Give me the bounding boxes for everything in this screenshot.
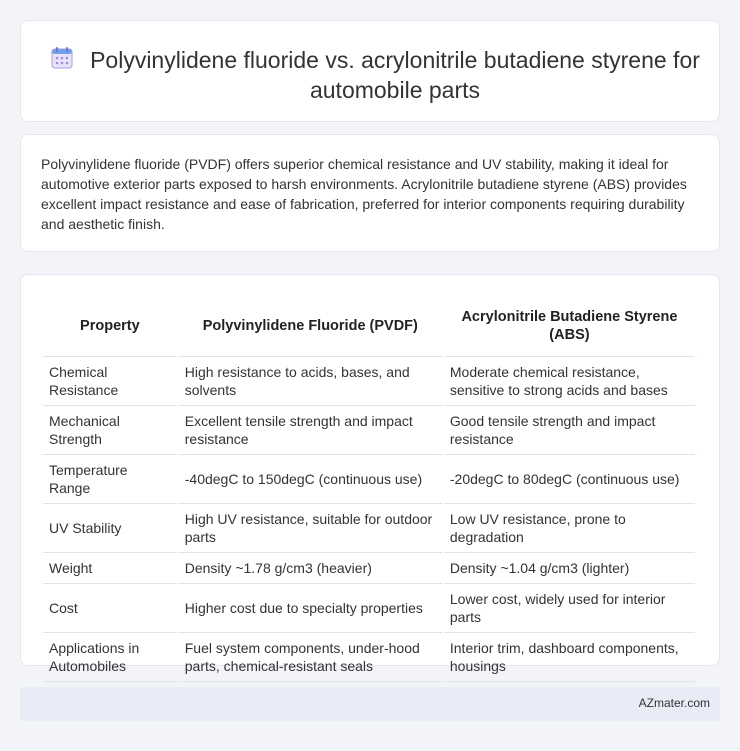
table-row: [43, 357, 695, 406]
summary-text: Polyvinylidene fluoride (PVDF) offers superior chemical resistance and UV stability, making it ideal for automotive exterior parts exposed to harsh environments. Acrylonitrile butadiene styrene (ABS) provides excellent impact resistance and ease of fabrication, preferred for interior components requiring durability and aesthetic finish.: [41, 156, 687, 232]
footer-bar: [20, 687, 720, 721]
row-property: Weight: [43, 553, 177, 584]
comparison-table: [41, 295, 697, 682]
row-pvdf-value: Density ~1.78 g/cm3 (heavier): [179, 553, 442, 584]
row-abs-value: Moderate chemical resistance, sensitive to strong acids and bases: [444, 357, 695, 406]
summary-card: [20, 134, 720, 252]
row-pvdf-value: Excellent tensile strength and impact resistance: [179, 406, 442, 455]
title-card: [20, 20, 720, 122]
row-property: Chemical Resistance: [43, 357, 177, 406]
row-property: UV Stability: [43, 504, 177, 553]
comparison-table-card: [20, 274, 720, 674]
row-abs-value: Density ~1.04 g/cm3 (lighter): [444, 553, 695, 584]
row-abs-value: Interior trim, dashboard components, housings: [444, 633, 695, 682]
footer-brand[interactable]: AZmater.com: [638, 696, 710, 710]
row-property: Cost: [43, 584, 177, 633]
row-abs-value: -20degC to 80degC (continuous use): [444, 455, 695, 504]
table-row: [43, 455, 695, 504]
table-row: [43, 633, 695, 682]
table-row: [43, 584, 695, 633]
table-row: [43, 553, 695, 584]
row-abs-value: Good tensile strength and impact resistance: [444, 406, 695, 455]
header-abs: Acrylonitrile Butadiene Styrene (ABS): [444, 295, 695, 357]
table-row: [43, 406, 695, 455]
row-pvdf-value: High UV resistance, suitable for outdoor parts: [179, 504, 442, 553]
row-property: Temperature Range: [43, 455, 177, 504]
row-abs-value: Low UV resistance, prone to degradation: [444, 504, 695, 553]
calendar-icon: [51, 47, 73, 69]
row-abs-value: Lower cost, widely used for interior parts: [444, 584, 695, 633]
row-pvdf-value: High resistance to acids, bases, and solvents: [179, 357, 442, 406]
row-pvdf-value: Higher cost due to specialty properties: [179, 584, 442, 633]
row-pvdf-value: Fuel system components, under-hood parts, chemical-resistant seals: [179, 633, 442, 682]
header-property: Property: [43, 295, 177, 357]
header-pvdf: Polyvinylidene Fluoride (PVDF): [179, 295, 442, 357]
row-pvdf-value: -40degC to 150degC (continuous use): [179, 455, 442, 504]
row-property: Applications in Automobiles: [43, 633, 177, 682]
table-header-row: [43, 295, 695, 357]
page-title: Polyvinylidene fluoride vs. acrylonitrile butadiene styrene for automobile parts: [90, 47, 700, 103]
table-row: [43, 504, 695, 553]
row-property: Mechanical Strength: [43, 406, 177, 455]
